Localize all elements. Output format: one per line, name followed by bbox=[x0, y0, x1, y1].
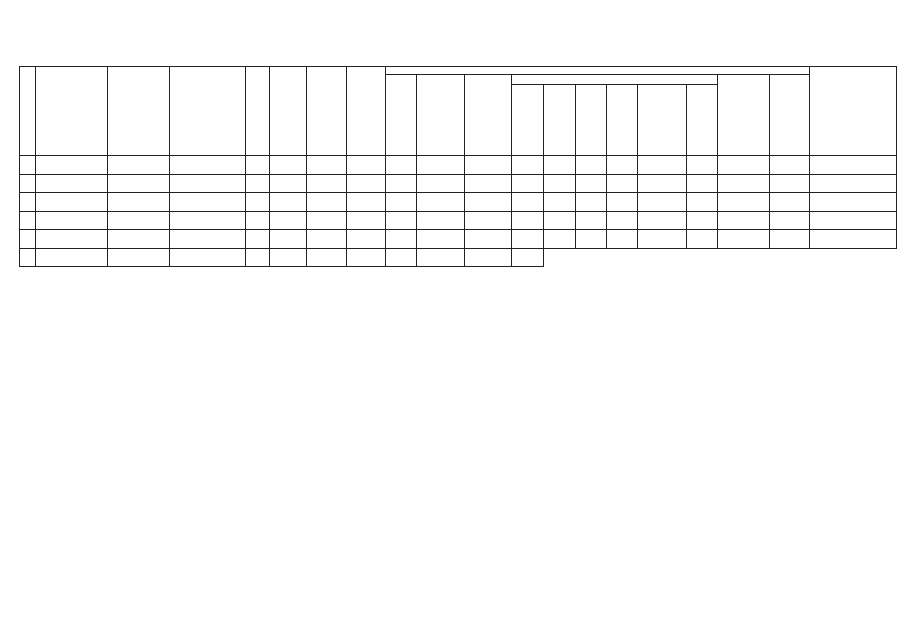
header-electric bbox=[638, 85, 687, 156]
cell-basement bbox=[718, 174, 770, 193]
cell-type bbox=[108, 174, 170, 193]
cell-cold-water bbox=[544, 174, 576, 193]
cell-hot-water bbox=[607, 156, 638, 175]
cell-gas bbox=[687, 174, 718, 193]
table-row bbox=[20, 193, 897, 212]
cell-roof bbox=[417, 211, 465, 230]
cell-elevator bbox=[770, 211, 810, 230]
cell-roof bbox=[417, 174, 465, 193]
cell-year bbox=[246, 248, 270, 267]
cell-type bbox=[108, 156, 170, 175]
header-basement-repair bbox=[718, 75, 770, 156]
header-drainage bbox=[576, 85, 607, 156]
cell-electric bbox=[638, 174, 687, 193]
cell-total-area bbox=[270, 211, 307, 230]
cell-total-area bbox=[270, 174, 307, 193]
cell-heating bbox=[512, 248, 544, 267]
cell-gas bbox=[687, 211, 718, 230]
cell-roof bbox=[417, 230, 465, 249]
cell-type bbox=[108, 211, 170, 230]
cell-privatization-date bbox=[347, 156, 386, 175]
cell-gas bbox=[687, 230, 718, 249]
cell-planned-period bbox=[810, 156, 897, 175]
cell-hot-water bbox=[607, 230, 638, 249]
cell-electric bbox=[638, 193, 687, 212]
cell-num bbox=[20, 248, 36, 267]
cell-year bbox=[246, 156, 270, 175]
cell-roof bbox=[417, 248, 465, 267]
table-row bbox=[20, 248, 897, 267]
cell-facade bbox=[465, 193, 512, 212]
cell-num bbox=[20, 193, 36, 212]
header-planned-period bbox=[810, 67, 897, 156]
cell-total-area bbox=[270, 248, 307, 267]
table-row bbox=[20, 230, 897, 249]
cell-roof bbox=[417, 193, 465, 212]
cell-facade bbox=[465, 156, 512, 175]
cell-privatization-date bbox=[347, 230, 386, 249]
cell-cold-water bbox=[544, 156, 576, 175]
cell-planned-period bbox=[810, 230, 897, 249]
header-cold-water bbox=[544, 85, 576, 156]
cell-electric bbox=[638, 211, 687, 230]
cell-year bbox=[246, 193, 270, 212]
cell-fund bbox=[386, 230, 417, 249]
cell-privatization-date bbox=[347, 174, 386, 193]
header-services-group bbox=[386, 67, 810, 75]
cell-planned-period bbox=[810, 193, 897, 212]
cell-heating bbox=[512, 193, 544, 212]
cell-num bbox=[20, 156, 36, 175]
header-num bbox=[20, 67, 36, 156]
cell-cold-water bbox=[544, 193, 576, 212]
header-facade-repair bbox=[465, 75, 512, 156]
cell-heating bbox=[512, 230, 544, 249]
table-row bbox=[20, 156, 897, 175]
cell-district bbox=[170, 211, 246, 230]
cell-address bbox=[36, 156, 108, 175]
cell-elevator bbox=[770, 230, 810, 249]
cell-district bbox=[170, 193, 246, 212]
cell-type bbox=[108, 193, 170, 212]
cell-address bbox=[36, 174, 108, 193]
header-elevator-repair bbox=[770, 75, 810, 156]
cell-address bbox=[36, 193, 108, 212]
cell-drainage bbox=[576, 156, 607, 175]
cell-elevator bbox=[770, 193, 810, 212]
cell-elevator bbox=[770, 156, 810, 175]
cell-electric bbox=[638, 230, 687, 249]
cell-address bbox=[36, 211, 108, 230]
cell-type bbox=[108, 248, 170, 267]
cell-privatization-date bbox=[347, 211, 386, 230]
cell-drainage bbox=[576, 230, 607, 249]
header-district bbox=[170, 67, 246, 156]
header-internal-systems bbox=[512, 75, 718, 85]
cell-gas bbox=[687, 193, 718, 212]
cell-cold-water bbox=[544, 211, 576, 230]
cell-hot-water bbox=[607, 211, 638, 230]
cell-num bbox=[20, 230, 36, 249]
cell-num bbox=[20, 174, 36, 193]
cell-cold-water bbox=[544, 230, 576, 249]
header-fund-repair bbox=[386, 75, 417, 156]
header-house-type bbox=[108, 67, 170, 156]
table-row bbox=[20, 174, 897, 193]
cell-year bbox=[246, 211, 270, 230]
header-address bbox=[36, 67, 108, 156]
cell-living-area bbox=[307, 156, 347, 175]
cell-num bbox=[20, 211, 36, 230]
cell-facade bbox=[465, 248, 512, 267]
cell-planned-period bbox=[810, 211, 897, 230]
cell-basement bbox=[718, 193, 770, 212]
cell-drainage bbox=[576, 193, 607, 212]
cell-planned-period bbox=[810, 174, 897, 193]
cell-address bbox=[36, 230, 108, 249]
cell-type bbox=[108, 230, 170, 249]
cell-year bbox=[246, 174, 270, 193]
cell-fund bbox=[386, 248, 417, 267]
cell-living-area bbox=[307, 248, 347, 267]
cell-heating bbox=[512, 174, 544, 193]
cell-elevator bbox=[770, 174, 810, 193]
cell-drainage bbox=[576, 174, 607, 193]
cell-heating bbox=[512, 211, 544, 230]
cell-total-area bbox=[270, 156, 307, 175]
cell-gas bbox=[687, 156, 718, 175]
cell-year bbox=[246, 230, 270, 249]
cell-living-area bbox=[307, 211, 347, 230]
cell-fund bbox=[386, 174, 417, 193]
repair-schedule-table-wrap bbox=[19, 66, 897, 267]
cell-facade bbox=[465, 174, 512, 193]
header-year bbox=[246, 67, 270, 156]
cell-basement bbox=[718, 156, 770, 175]
cell-district bbox=[170, 248, 246, 267]
cell-fund bbox=[386, 193, 417, 212]
cell-facade bbox=[465, 211, 512, 230]
header-total-area bbox=[270, 67, 307, 156]
cell-hot-water bbox=[607, 193, 638, 212]
header-gas bbox=[687, 85, 718, 156]
cell-hot-water bbox=[607, 174, 638, 193]
cell-district bbox=[170, 156, 246, 175]
cell-fund bbox=[386, 156, 417, 175]
cell-basement bbox=[718, 230, 770, 249]
header-living-area bbox=[307, 67, 347, 156]
header-heating bbox=[512, 85, 544, 156]
cell-basement bbox=[718, 211, 770, 230]
repair-schedule-table bbox=[19, 66, 897, 267]
cell-district bbox=[170, 230, 246, 249]
cell-fund bbox=[386, 211, 417, 230]
cell-privatization-date bbox=[347, 248, 386, 267]
cell-electric bbox=[638, 156, 687, 175]
cell-living-area bbox=[307, 230, 347, 249]
cell-facade bbox=[465, 230, 512, 249]
cell-drainage bbox=[576, 211, 607, 230]
cell-roof bbox=[417, 156, 465, 175]
cell-living-area bbox=[307, 174, 347, 193]
header-roof-repair bbox=[417, 75, 465, 156]
cell-total-area bbox=[270, 193, 307, 212]
cell-living-area bbox=[307, 193, 347, 212]
header-privatization-date bbox=[347, 67, 386, 156]
cell-total-area bbox=[270, 230, 307, 249]
cell-privatization-date bbox=[347, 193, 386, 212]
cell-heating bbox=[512, 156, 544, 175]
table-row bbox=[20, 211, 897, 230]
cell-district bbox=[170, 174, 246, 193]
header-hot-water bbox=[607, 85, 638, 156]
cell-address bbox=[36, 248, 108, 267]
